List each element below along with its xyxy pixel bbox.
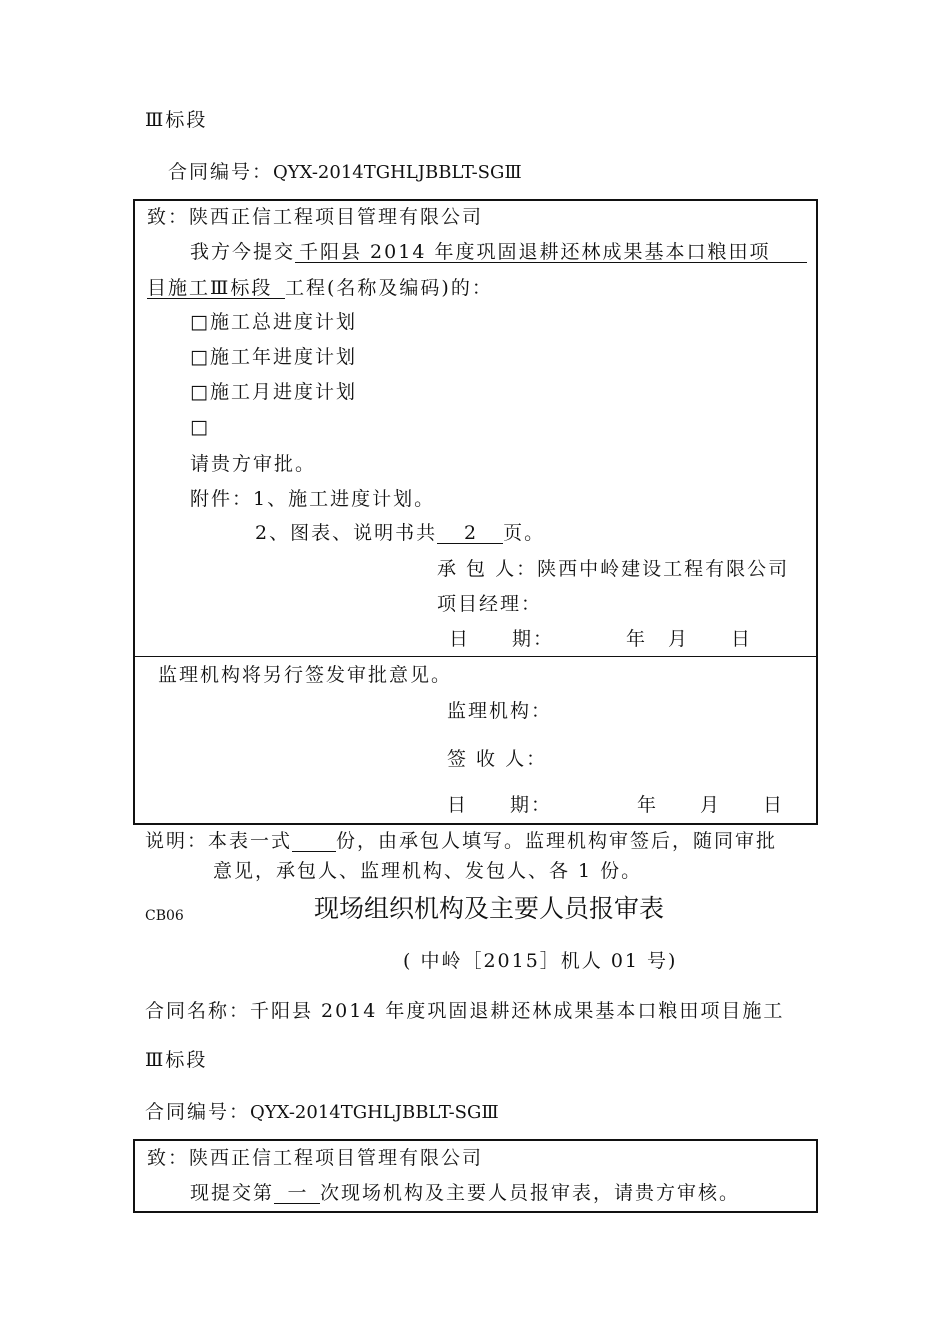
contractor-label: 承 包 人： (437, 558, 538, 580)
submit-line-2 (147, 279, 493, 299)
option-monthly-schedule: □施工月进度计划 (190, 381, 357, 403)
contractor-line (437, 560, 789, 579)
contract-name-line-2: Ⅲ标段 (145, 1049, 208, 1071)
submit-line-form2 (190, 1184, 740, 1204)
attachment-2 (255, 524, 545, 544)
contract-number-line-2 (145, 1103, 499, 1122)
contract-name-line-1: 合同名称：千阳县 2014 年度巩固退耕还林成果基本口粮田项目施工 (145, 1000, 785, 1022)
submit-line (190, 243, 807, 263)
submit-prefix: 我方今提交 (190, 241, 296, 263)
submit-suffix: 工程(名称及编码)的： (285, 277, 493, 299)
contract-number-value-2: QYX-2014TGHLJBBLT-SGⅢ (250, 1102, 499, 1123)
option-total-schedule: □施工总进度计划 (190, 311, 357, 333)
date-label: 日 期： (449, 628, 555, 650)
option-blank: □ (190, 416, 210, 438)
supervisor-note: 监理机构将另行签发审批意见。 (158, 664, 453, 686)
copies-blank (292, 832, 336, 852)
attachment-2-suffix: 页。 (503, 522, 546, 544)
submit-suffix-2: 次现场机构及主要人员报审表，请贵方审核。 (320, 1182, 741, 1204)
project-name-part1: 千阳县 2014 年度巩固退耕还林成果基本口粮田项 (295, 243, 807, 263)
project-manager-label: 项目经理： (437, 593, 543, 615)
attachment-2-prefix: 2、图表、说明书共 (255, 522, 438, 544)
date2-label: 日 期： (447, 794, 553, 816)
form-number: ( 中岭［2015］机人 01 号) (403, 950, 678, 972)
contractor-value: 陕西中岭建设工程有限公司 (537, 558, 790, 580)
addressee-line-2: 致：陕西正信工程项目管理有限公司 (147, 1147, 484, 1169)
note-line-1 (145, 832, 777, 852)
supervisor-label: 监理机构： (447, 700, 553, 722)
submit-ordinal: 一 (274, 1184, 320, 1204)
form-divider (133, 656, 818, 657)
attachment-2-pages: 2 (437, 524, 503, 544)
date2-fields: 年 月 日 (637, 794, 785, 816)
date-fields: 年 月 日 (626, 628, 753, 650)
form-code: CB06 (145, 908, 184, 924)
contract-number-label: 合同编号： (168, 161, 274, 183)
project-name-part2: 目施工Ⅲ标段 (147, 279, 285, 299)
note-prefix: 说明：本表一式 (145, 830, 293, 852)
receiver-label: 签 收 人： (447, 748, 548, 770)
request-approval: 请贵方审批。 (190, 453, 317, 475)
submit-prefix-2: 现提交第 (190, 1182, 275, 1204)
form-title: 现场组织机构及主要人员报审表 (314, 894, 665, 923)
note-suffix: 份，由承包人填写。监理机构审签后，随同审批 (336, 830, 778, 852)
contract-number-line (168, 163, 522, 182)
contract-number-label-2: 合同编号： (145, 1101, 251, 1123)
segment-label: Ⅲ标段 (145, 109, 208, 131)
attachment-1: 附件：1、施工进度计划。 (190, 488, 436, 510)
option-annual-schedule: □施工年进度计划 (190, 346, 357, 368)
addressee-line: 致：陕西正信工程项目管理有限公司 (147, 206, 484, 228)
contract-number-value: QYX-2014TGHLJBBLT-SGⅢ (273, 162, 522, 183)
note-line-2: 意见，承包人、监理机构、发包人、各 1 份。 (213, 860, 643, 882)
